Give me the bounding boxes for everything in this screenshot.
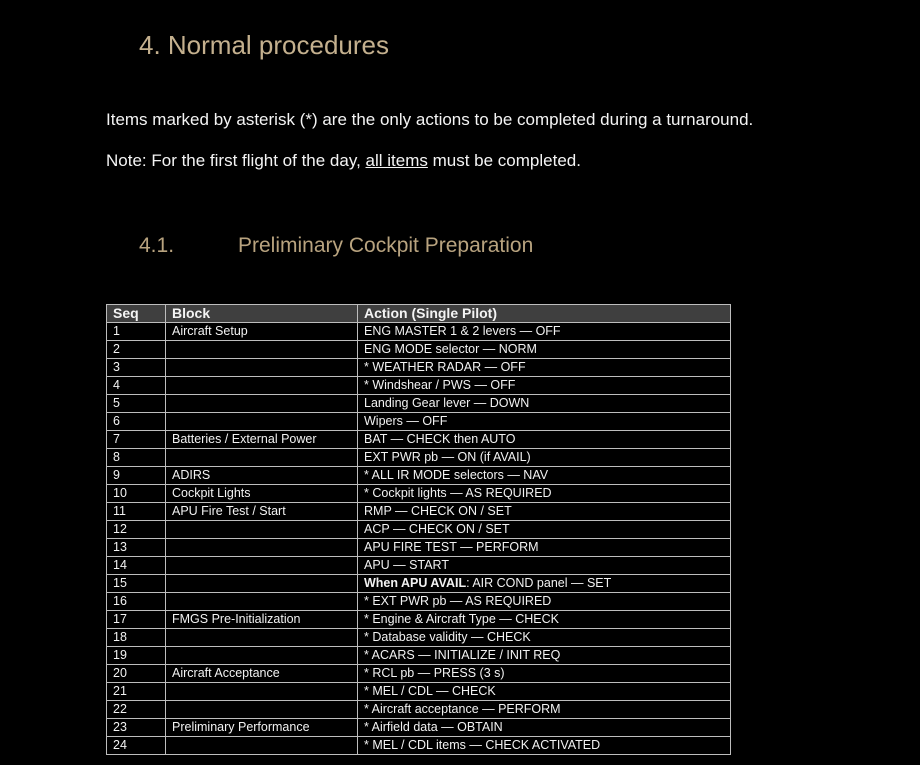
- note-suffix: must be completed.: [427, 151, 581, 170]
- cell-block: ADIRS: [166, 467, 358, 485]
- page-heading: 4. Normal procedures: [139, 30, 389, 60]
- table-row: [107, 467, 731, 485]
- table-row: [107, 503, 731, 521]
- cell-action: Wipers — OFF: [358, 413, 731, 431]
- table-row: [107, 557, 731, 575]
- cell-seq: 4: [107, 377, 166, 395]
- cell-action: * Airfield data — OBTAIN: [358, 719, 731, 737]
- table-row: [107, 323, 731, 341]
- cell-seq: 20: [107, 665, 166, 683]
- cell-action: * WEATHER RADAR — OFF: [358, 359, 731, 377]
- cell-block: Batteries / External Power: [166, 431, 358, 449]
- table-row: [107, 539, 731, 557]
- cell-seq: 6: [107, 413, 166, 431]
- cell-block: [166, 449, 358, 467]
- cell-action: * MEL / CDL — CHECK: [358, 683, 731, 701]
- table-row: [107, 629, 731, 647]
- cell-block: Preliminary Performance: [166, 719, 358, 737]
- cell-action: * Aircraft acceptance — PERFORM: [358, 701, 731, 719]
- table-row: [107, 395, 731, 413]
- cell-seq: 18: [107, 629, 166, 647]
- cell-action: * Cockpit lights — AS REQUIRED: [358, 485, 731, 503]
- cell-seq: 11: [107, 503, 166, 521]
- table-row: [107, 737, 731, 755]
- cell-action: RMP — CHECK ON / SET: [358, 503, 731, 521]
- cell-block: [166, 701, 358, 719]
- table-row: [107, 377, 731, 395]
- header-block: Block: [166, 305, 358, 323]
- table-row: [107, 485, 731, 503]
- cell-block: FMGS Pre-Initialization: [166, 611, 358, 629]
- table-row: [107, 611, 731, 629]
- cell-block: [166, 575, 358, 593]
- note-prefix: Note: For the first flight of the day,: [106, 151, 366, 170]
- cell-block: [166, 557, 358, 575]
- cell-block: [166, 629, 358, 647]
- table-row: [107, 701, 731, 719]
- cell-action: APU FIRE TEST — PERFORM: [358, 539, 731, 557]
- cell-action: ACP — CHECK ON / SET: [358, 521, 731, 539]
- cell-action: * EXT PWR pb — AS REQUIRED: [358, 593, 731, 611]
- intro-text: Items marked by asterisk (*) are the only actions to be completed during a turnaround.: [106, 110, 754, 129]
- cell-seq: 23: [107, 719, 166, 737]
- header-seq: Seq: [107, 305, 166, 323]
- section-number: 4.1.: [139, 234, 175, 257]
- cell-action: * Windshear / PWS — OFF: [358, 377, 731, 395]
- cell-action: BAT — CHECK then AUTO: [358, 431, 731, 449]
- bold-condition: When APU AVAIL: [364, 576, 467, 590]
- cell-block: [166, 521, 358, 539]
- table-row: [107, 719, 731, 737]
- cell-block: [166, 377, 358, 395]
- cell-action: ENG MASTER 1 & 2 levers — OFF: [358, 323, 731, 341]
- table-row: [107, 647, 731, 665]
- table-row: [107, 575, 731, 593]
- cell-action: * ACARS — INITIALIZE / INIT REQ: [358, 647, 731, 665]
- cell-seq: 10: [107, 485, 166, 503]
- cell-action: * MEL / CDL items — CHECK ACTIVATED: [358, 737, 731, 755]
- table-row: [107, 413, 731, 431]
- cell-block: [166, 413, 358, 431]
- table-row: [107, 521, 731, 539]
- cell-seq: 1: [107, 323, 166, 341]
- cell-seq: 14: [107, 557, 166, 575]
- cell-block: [166, 359, 358, 377]
- note-underlined: all items: [365, 151, 428, 170]
- table-row: [107, 449, 731, 467]
- cell-action: * Engine & Aircraft Type — CHECK: [358, 611, 731, 629]
- cell-action: * ALL IR MODE selectors — NAV: [358, 467, 731, 485]
- note-text: [106, 151, 581, 171]
- cell-block: Aircraft Acceptance: [166, 665, 358, 683]
- cell-action: EXT PWR pb — ON (if AVAIL): [358, 449, 731, 467]
- cell-block: Aircraft Setup: [166, 323, 358, 341]
- cell-block: [166, 593, 358, 611]
- procedure-table: [106, 304, 731, 755]
- cell-seq: 2: [107, 341, 166, 359]
- cell-seq: 15: [107, 575, 166, 593]
- cell-action: When APU AVAIL: AIR COND panel — SET: [358, 575, 731, 593]
- cell-seq: 19: [107, 647, 166, 665]
- cell-action: APU — START: [358, 557, 731, 575]
- cell-seq: 21: [107, 683, 166, 701]
- table-header-row: [107, 305, 731, 323]
- table-row: [107, 431, 731, 449]
- cell-action: Landing Gear lever — DOWN: [358, 395, 731, 413]
- cell-seq: 7: [107, 431, 166, 449]
- cell-seq: 9: [107, 467, 166, 485]
- cell-action: * RCL pb — PRESS (3 s): [358, 665, 731, 683]
- cell-block: [166, 395, 358, 413]
- cell-block: [166, 539, 358, 557]
- table-row: [107, 341, 731, 359]
- cell-block: [166, 341, 358, 359]
- cell-seq: 12: [107, 521, 166, 539]
- cell-seq: 5: [107, 395, 166, 413]
- cell-block: [166, 737, 358, 755]
- cell-seq: 22: [107, 701, 166, 719]
- header-action: Action (Single Pilot): [358, 305, 731, 323]
- table-row: [107, 359, 731, 377]
- section-title: Preliminary Cockpit Preparation: [238, 234, 534, 257]
- cell-block: [166, 647, 358, 665]
- cell-seq: 16: [107, 593, 166, 611]
- cell-seq: 13: [107, 539, 166, 557]
- table-row: [107, 593, 731, 611]
- cell-block: [166, 683, 358, 701]
- cell-seq: 8: [107, 449, 166, 467]
- cell-seq: 24: [107, 737, 166, 755]
- cell-block: Cockpit Lights: [166, 485, 358, 503]
- section-heading: [139, 234, 534, 258]
- table-row: [107, 683, 731, 701]
- cell-seq: 3: [107, 359, 166, 377]
- cell-seq: 17: [107, 611, 166, 629]
- cell-block: APU Fire Test / Start: [166, 503, 358, 521]
- cell-action: ENG MODE selector — NORM: [358, 341, 731, 359]
- table-row: [107, 665, 731, 683]
- cell-action: * Database validity — CHECK: [358, 629, 731, 647]
